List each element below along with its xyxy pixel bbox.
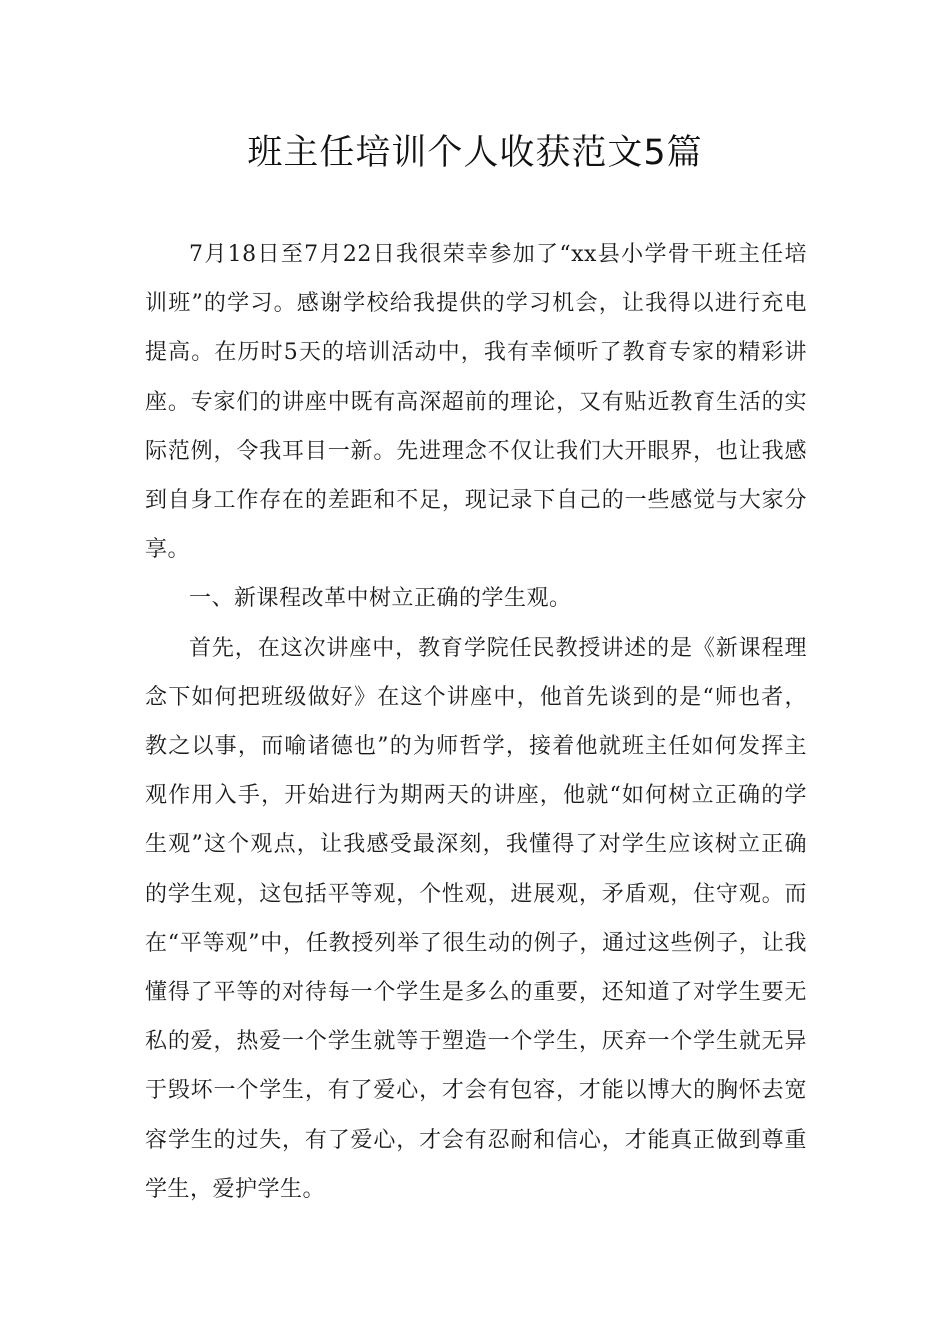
document-body (145, 230, 807, 1214)
section-heading-1: 一、新课程改革中树立正确的学生观。 (189, 586, 572, 612)
paragraph-section-1: 首先，在这次讲座中，教育学院任民教授讲述的是《新课程理念下如何把班级做好》在这个讲座中，他首先谈到的是“师也者，教之以事，而喻诸德也”的为师哲学，接着他就班主任如何发挥主观作用入手，开始进行为期两天的讲座，他就“如何树立正确的学生观”这个观点，让我感受最深刻，我懂得了对学生应该树立正确的学生观，这包括平等观，个性观，进展观，矛盾观，住守观。而在“平等观”中，任教授列举了很生动的例子，通过这些例子，让我懂得了平等的对待每一个学生是多么的重要，还知道了对学生要无私的爱，热爱一个学生就等于塑造一个学生，厌弃一个学生就无异于毁坏一个学生，有了爱心，才会有包容，才能以博大的胸怀去宽容学生的过失，有了爱心，才会有忍耐和信心，才能真正做到尊重学生，爱护学生。 (145, 635, 807, 1202)
paragraph-intro: 7月18日至7月22日我很荣幸参加了“xx县小学骨干班主任培训班”的学习。感谢学校给我提供的学习机会，让我得以进行充电提高。在历时5天的培训活动中，我有幸倾听了教育专家的精彩讲座。专家们的讲座中既有高深超前的理论，又有贴近教育生活的实际范例，令我耳目一新。先进理念不仅让我们大开眼界，也让我感到自身工作存在的差距和不足，现记录下自己的一些感觉与大家分享。 (145, 242, 807, 563)
document-title: 班主任培训个人收获范文5篇 (247, 133, 703, 173)
